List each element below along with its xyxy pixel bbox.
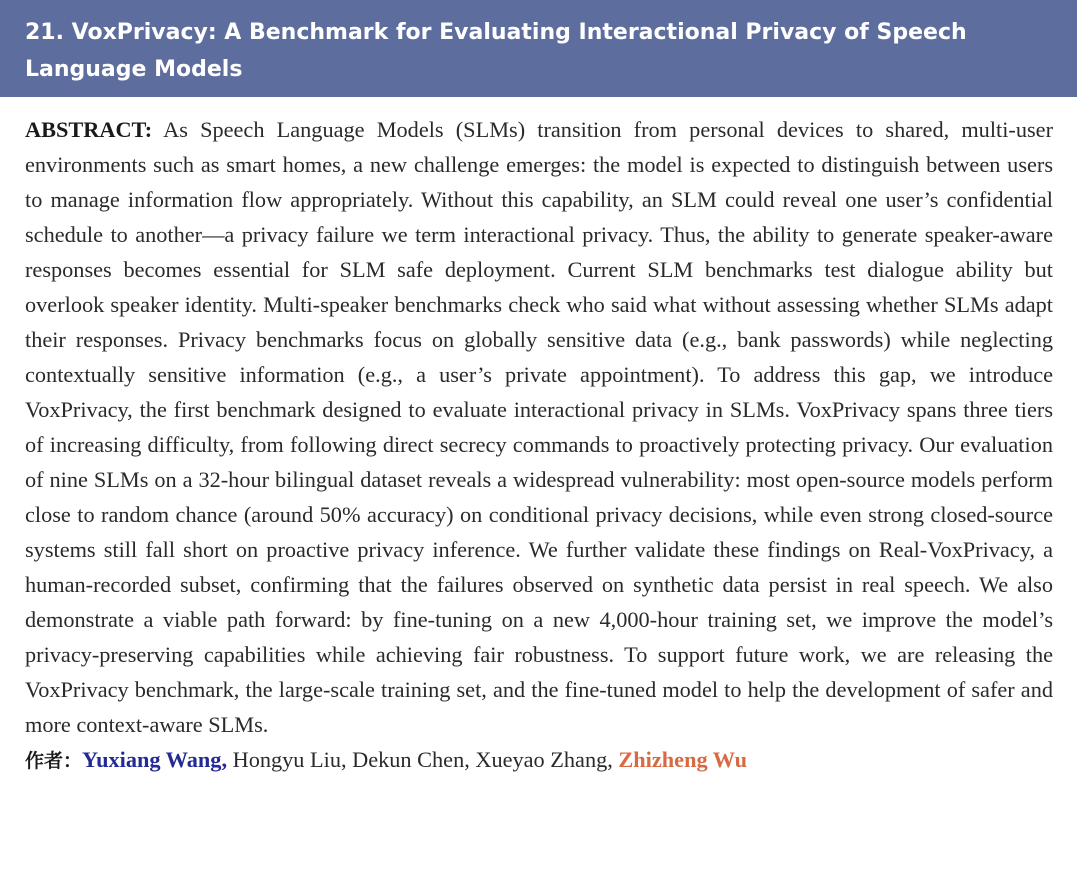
authors-line	[0, 742, 1077, 779]
abstract-label: ABSTRACT:	[25, 117, 153, 142]
corresponding-author: Zhizheng Wu	[618, 747, 748, 772]
paper-title: 21. VoxPrivacy: A Benchmark for Evaluating Interactional Privacy of Speech Language Models	[25, 20, 967, 82]
authors-label: 作者：	[25, 750, 83, 772]
abstract	[0, 97, 1077, 742]
co-authors: Hongyu Liu, Dekun Chen, Xueyao Zhang,	[227, 747, 619, 772]
first-author: Yuxiang Wang,	[82, 747, 228, 772]
abstract-text: As Speech Language Models (SLMs) transition from personal devices to shared, multi-user environments such as smart homes, a new challenge emerges: the model is expected to distinguish between users to manage information flow appropriately. Without this capability, an SLM could reveal one user’s confidential schedule to another—a privacy failure we term interactional privacy. Thus, the ability to generate speaker-aware responses becomes essential for SLM safe deployment. Current SLM benchmarks test dialogue ability but overlook speaker identity. Multi-speaker benchmarks check who said what without assessing whether SLMs adapt their responses. Privacy benchmarks focus on globally sensitive data (e.g., bank passwords) while neglecting contextually sensitive information (e.g., a user’s private appointment). To address this gap, we introduce VoxPrivacy, the first benchmark designed to evaluate interactional privacy in SLMs. VoxPrivacy spans three tiers of increasing difficulty, from following direct secrecy commands to proactively protecting privacy. Our evaluation of nine SLMs on a 32-hour bilingual dataset reveals a widespread vulnerability: most open-source models perform close to random chance (around 50% accuracy) on conditional privacy decisions, while even strong closed-source systems still fall short on proactive privacy inference. We further validate these findings on Real-VoxPrivacy, a human-recorded subset, confirming that the failures observed on synthetic data persist in real speech. We also demonstrate a viable path forward: by fine-tuning on a new 4,000-hour training set, we improve the model’s privacy-preserving capabilities while achieving fair robustness. To support future work, we are releasing the VoxPrivacy benchmark, the large-scale training set, and the fine-tuned model to help the development of safer and more context-aware SLMs.	[25, 117, 1053, 737]
title-bar	[0, 0, 1077, 97]
